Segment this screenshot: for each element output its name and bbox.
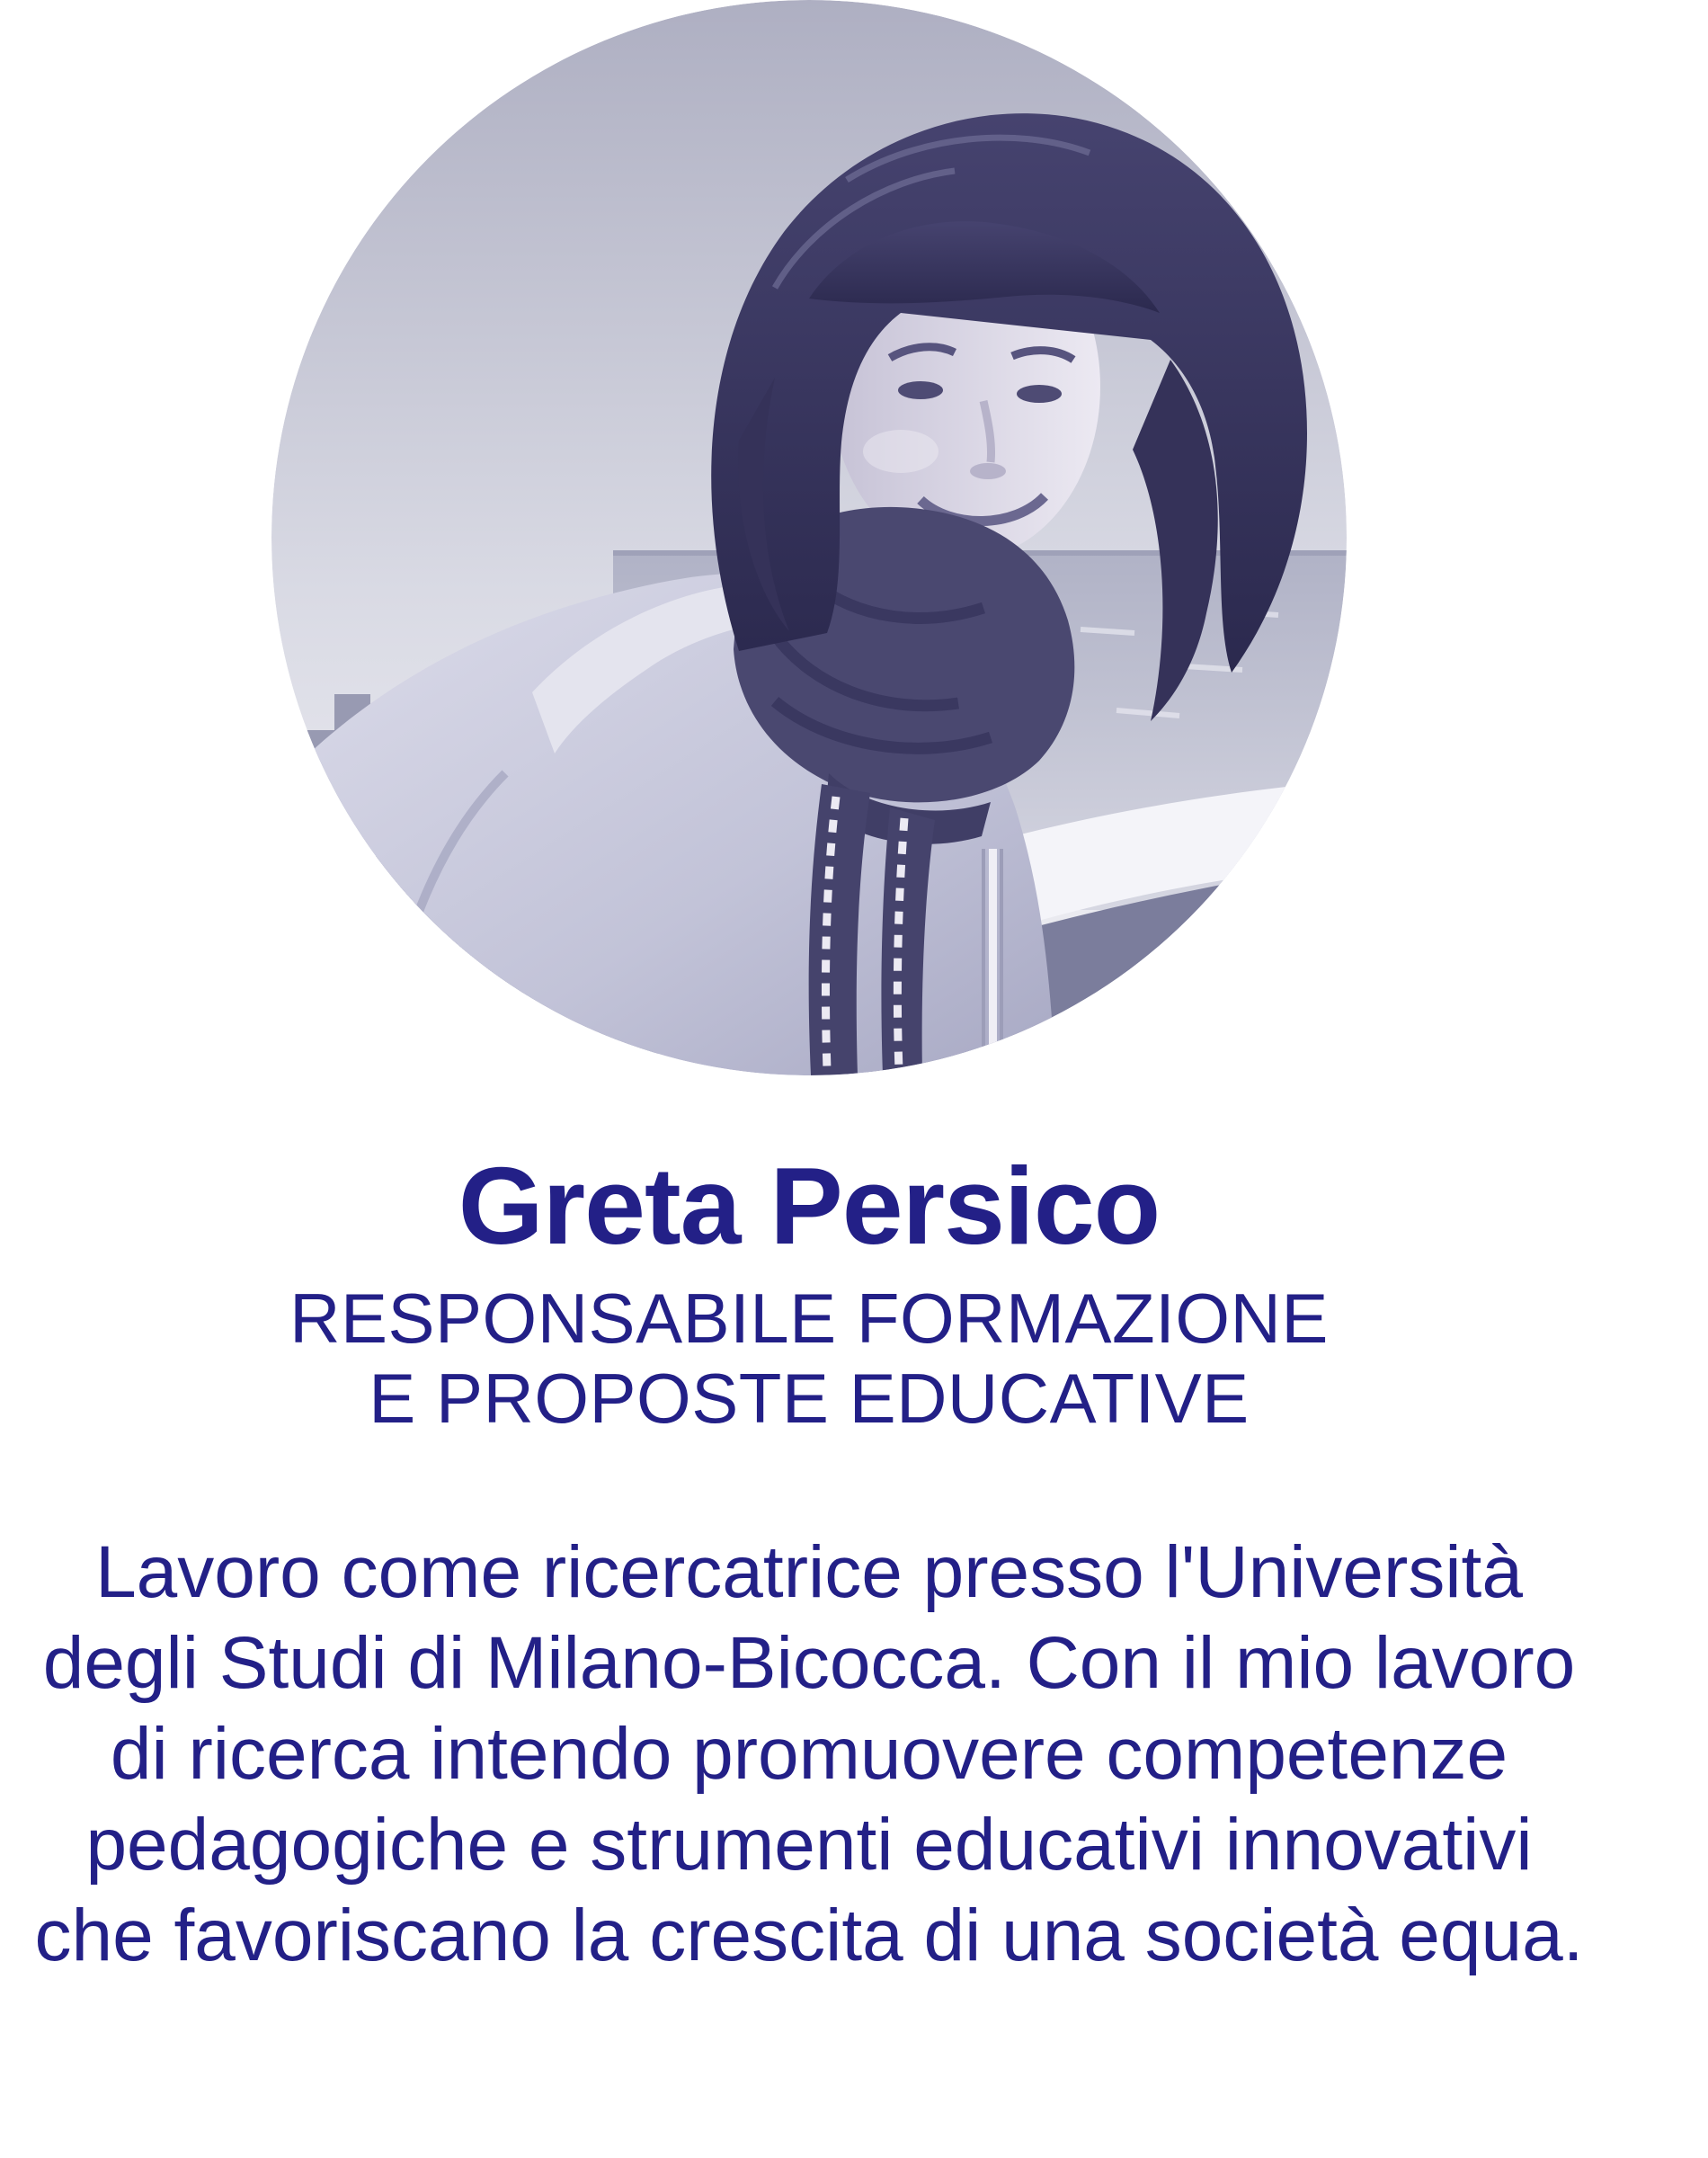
bio-line-4: pedagogiche e strumenti educativi innovativi (85, 1804, 1533, 1886)
person-name: Greta Persico (458, 1145, 1161, 1267)
bio-line-5: che favoriscano la crescita di una società equa. (34, 1895, 1584, 1976)
bio-line-1: Lavoro come ricercatrice presso l'Università (95, 1531, 1523, 1613)
bio-line-2: degli Studi di Milano-Bicocca. Con il mio lavoro (42, 1622, 1576, 1704)
bio-line-3: di ricerca intendo promuovere competenze (110, 1713, 1508, 1795)
bio-text (0, 1527, 1618, 1981)
person-role-line-1: RESPONSABILE FORMAZIONE (289, 1279, 1329, 1358)
portrait-illustration (271, 0, 1347, 1075)
person-role-line-2: E PROPOSTE EDUCATIVE (369, 1359, 1250, 1438)
person-role (0, 1279, 1618, 1439)
profile-photo (271, 0, 1347, 1075)
